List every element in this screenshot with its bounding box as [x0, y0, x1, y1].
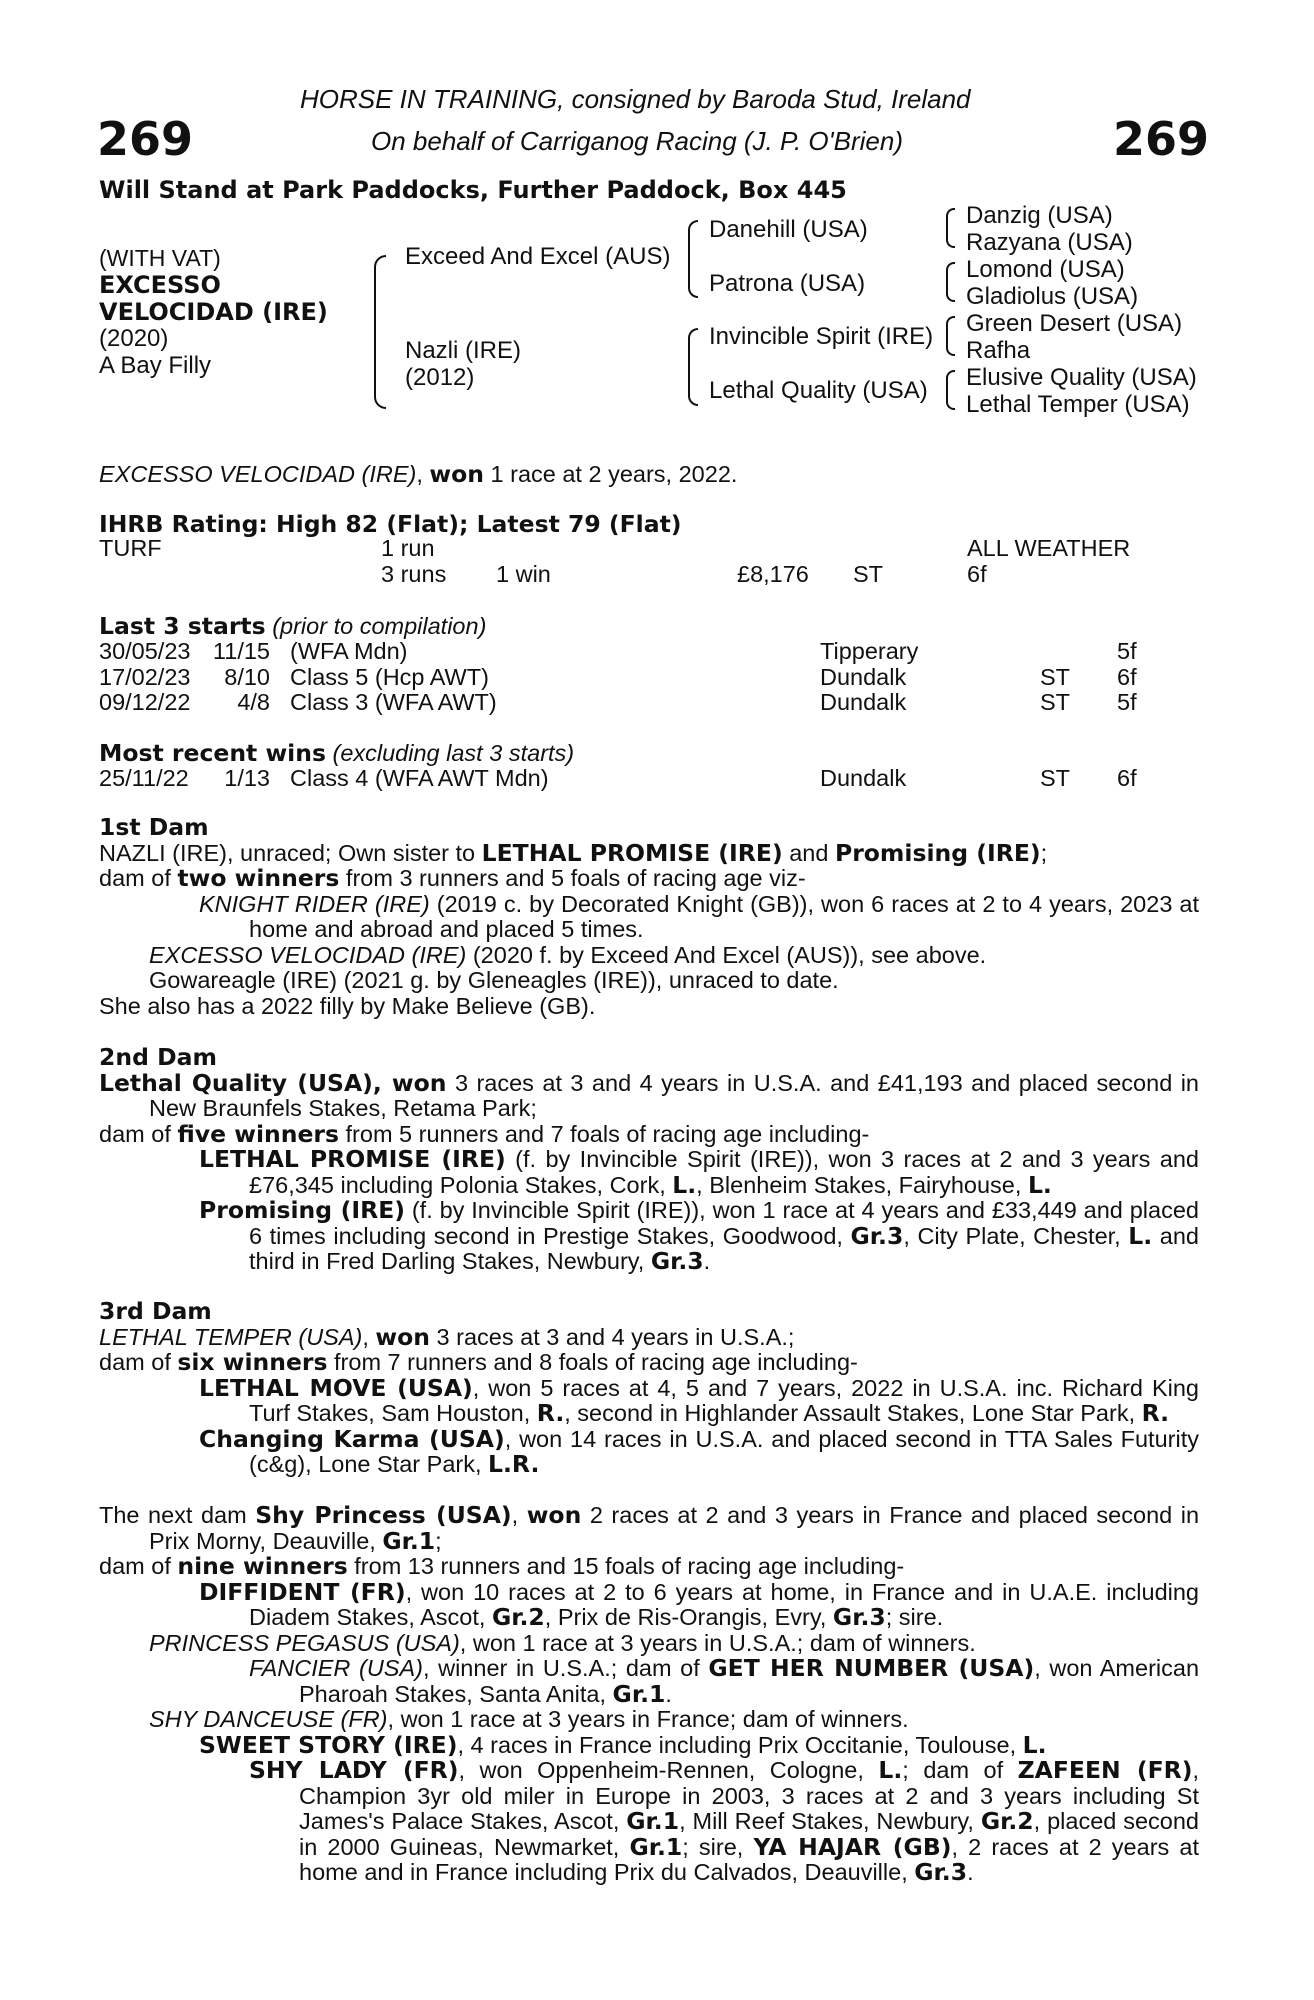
pedigree-brace-ss	[946, 208, 955, 248]
last3-date: 09/12/22	[99, 689, 191, 715]
last3-dist: 5f	[1117, 689, 1137, 715]
pedigree-brace-dd	[946, 370, 955, 410]
last3-pos: 11/15	[212, 638, 270, 664]
pedigree-sire-sire: Danehill (USA)	[709, 216, 868, 243]
pedigree-dam-dam: Lethal Quality (USA)	[709, 377, 928, 404]
recent-win-date: 25/11/22	[99, 765, 189, 791]
third-dam-section	[99, 1299, 1199, 1478]
pedigree-brace-sd	[946, 262, 955, 302]
last3-heading	[99, 612, 486, 640]
third-dam-line2: dam of six winners from 7 runners and 8 foals of racing age including-	[99, 1348, 858, 1376]
rating-aw-distance: 6f	[967, 561, 987, 587]
next-dam-line2: dam of nine winners from 13 runners and 15 foals of racing age including-	[99, 1552, 905, 1580]
first-dam-progeny-1: KNIGHT RIDER (IRE) (2019 c. by Decorated Knight (GB)), won 6 races at 2 to 4 years, 2023 at home and abroad and placed 5 times.	[199, 890, 1199, 942]
next-dam-progeny-3b: SHY LADY (FR), won Oppenheim-Rennen, Cologne, L.; dam of ZAFEEN (FR), Champion 3yr old miler in Europe in 2003, 3 races at 2 and 3 years including St James's Palace Stakes, Ascot, Gr.1, Mill Reef Stakes, Newbury, Gr.2, placed second in 2000 Guineas, Newmarket, Gr.1; sire, YA HAJAR (GB), 2 races at 2 years at home and in France including Prix du Calvados, Deauville, Gr.3.	[249, 1756, 1200, 1886]
rating-aw-prize: £8,176	[737, 561, 809, 587]
recent-wins-heading	[99, 739, 574, 767]
horse-name-line2: VELOCIDAD (IRE)	[99, 298, 328, 326]
recent-win-surf: ST	[1040, 765, 1071, 791]
vat-note: (WITH VAT)	[99, 245, 221, 271]
third-dam-line1: LETHAL TEMPER (USA), won 3 races at 3 and 4 years in U.S.A.;	[99, 1322, 795, 1351]
race-summary	[99, 460, 737, 488]
pedigree-sss: Danzig (USA)	[966, 202, 1113, 229]
rating-aw-runs: 3 runs	[381, 561, 447, 587]
rating-aw-label: ALL WEATHER	[967, 535, 1131, 561]
header-consignor: HORSE IN TRAINING, consigned by Baroda Stud, Ireland	[300, 84, 971, 114]
last3-subtitle: (prior to compilation)	[272, 613, 487, 639]
second-dam-section	[99, 1045, 1199, 1275]
rating-turf-runs: 1 run	[381, 535, 435, 561]
next-dam-progeny-1: DIFFIDENT (FR), won 10 races at 2 to 6 years at home, in France and in U.A.E. including Diadem Stakes, Ascot, Gr.2, Prix de Ris-Orangis, Evry, Gr.3; sire.	[199, 1577, 1199, 1631]
last3-course: Tipperary	[820, 638, 919, 664]
first-dam-title: 1st Dam	[99, 813, 209, 841]
second-dam-progeny-1: LETHAL PROMISE (IRE) (f. by Invincible Spirit (IRE)), won 3 races at 2 and 3 years and £76,345 including Polonia Stakes, Cork, L., Blenheim Stakes, Fairyhouse, L.	[199, 1145, 1199, 1199]
third-dam-progeny-2: Changing Karma (USA), won 14 races in U.S.A. and placed second in TTA Sales Futurity (c&g), Lone Star Park, L.R.	[199, 1424, 1199, 1478]
last3-race: Class 3 (WFA AWT)	[290, 689, 497, 715]
recent-wins-title: Most recent wins	[99, 739, 326, 767]
recent-win-course: Dundalk	[820, 765, 907, 791]
recent-win-dist: 6f	[1117, 765, 1137, 791]
rating-aw-surface: ST	[853, 561, 884, 587]
pedigree-sds: Lomond (USA)	[966, 256, 1125, 283]
last3-course: Dundalk	[820, 663, 907, 690]
pedigree-dam-year: (2012)	[405, 364, 475, 391]
pedigree-brace-main	[374, 255, 386, 409]
last3-race: Class 5 (Hcp AWT)	[290, 663, 489, 690]
last3-pos: 8/10	[224, 663, 270, 690]
first-dam-line1: NAZLI (IRE), unraced; Own sister to LETHAL PROMISE (IRE) and Promising (IRE);	[99, 838, 1048, 867]
pedigree-dss: Green Desert (USA)	[966, 310, 1183, 337]
lot-number-left: 269	[97, 112, 194, 166]
pedigree-sdd: Gladiolus (USA)	[966, 283, 1139, 310]
pedigree-sire: Exceed And Excel (AUS)	[405, 243, 671, 270]
last3-surf: ST	[1040, 663, 1071, 690]
pedigree-ssd: Razyana (USA)	[966, 229, 1133, 256]
summary-won: won	[429, 460, 484, 488]
recent-win-pos: 1/13	[224, 765, 270, 791]
pedigree-dds: Elusive Quality (USA)	[966, 364, 1197, 391]
pedigree-sire-dam: Patrona (USA)	[709, 270, 866, 297]
first-dam-line2: dam of two winners from 3 runners and 5 foals of racing age viz-	[99, 864, 806, 892]
first-dam-section	[99, 815, 1199, 1019]
horse-name-line1: EXCESSO	[99, 271, 221, 299]
pedigree-brace-dam	[688, 328, 698, 406]
last3-surf: ST	[1040, 689, 1071, 715]
stand-location: Will Stand at Park Paddocks, Further Paddock, Box 445	[99, 176, 847, 204]
pedigree-brace-sire	[688, 220, 698, 298]
next-dam-progeny-2: PRINCESS PEGASUS (USA), won 1 race at 3 years in U.S.A.; dam of winners.	[149, 1629, 976, 1656]
last3-date: 17/02/23	[99, 663, 191, 690]
pedigree-ddd: Lethal Temper (USA)	[966, 391, 1190, 418]
second-dam-line1: Lethal Quality (USA), won 3 races at 3 and 4 years in U.S.A. and £41,193 and placed second in New Braunfels Stakes, Retama Park;	[99, 1068, 1199, 1121]
summary-rest: 1 race at 2 years, 2022.	[490, 461, 738, 487]
last3-pos: 4/8	[237, 689, 270, 715]
header-on-behalf: On behalf of Carriganog Racing (J. P. O'Brien)	[371, 126, 903, 156]
rating-title: IHRB Rating: High 82 (Flat); Latest 79 (Flat)	[99, 510, 682, 538]
pedigree-dam: Nazli (IRE)	[405, 337, 522, 364]
next-dam-progeny-3: SHY DANCEUSE (FR), won 1 race at 3 years in France; dam of winners.	[149, 1706, 909, 1732]
last3-course: Dundalk	[820, 689, 907, 715]
first-dam-progeny-2: EXCESSO VELOCIDAD (IRE) (2020 f. by Exceed And Excel (AUS)), see above.	[149, 941, 987, 968]
pedigree-dsd: Rafha	[966, 337, 1031, 364]
last3-title: Last 3 starts	[99, 612, 266, 640]
third-dam-progeny-1: LETHAL MOVE (USA), won 5 races at 4, 5 and 7 years, 2022 in U.S.A. inc. Richard King Turf Stakes, Sam Houston, R., second in Highlander Assault Stakes, Lone Star Park, R.	[199, 1373, 1199, 1427]
next-dam-line1: The next dam Shy Princess (USA), won 2 races at 2 and 3 years in France and placed second in Prix Morny, Deauville, Gr.1;	[99, 1501, 1200, 1555]
rating-aw-wins: 1 win	[496, 561, 551, 587]
lot-number-right: 269	[1113, 112, 1210, 166]
first-dam-progeny-3: Gowareagle (IRE) (2021 g. by Gleneagles (IRE)), unraced to date.	[149, 967, 839, 993]
pedigree-brace-ds	[946, 316, 955, 356]
summary-horse-name: EXCESSO VELOCIDAD (IRE)	[99, 461, 417, 487]
horse-year: (2020)	[99, 325, 169, 352]
last3-dist: 6f	[1117, 663, 1137, 690]
second-dam-progeny-2: Promising (IRE) (f. by Invincible Spirit (IRE)), won 1 race at 4 years and £33,449 and placed 6 times including second in Prestige Stakes, Goodwood, Gr.3, City Plate, Chester, L. and third in Fred Darling Stakes, Newbury, Gr.3.	[199, 1196, 1199, 1275]
summary-sep: ,	[416, 461, 423, 487]
last3-dist: 5f	[1117, 638, 1137, 664]
horse-description: A Bay Filly	[99, 352, 212, 379]
second-dam-line2: dam of five winners from 5 runners and 7 foals of racing age including-	[99, 1119, 870, 1148]
next-dam-progeny-3a: SWEET STORY (IRE), 4 races in France including Prix Occitanie, Toulouse, L.	[199, 1730, 1047, 1759]
recent-wins-subtitle: (excluding last 3 starts)	[332, 740, 575, 766]
pedigree-dam-sire: Invincible Spirit (IRE)	[709, 323, 934, 350]
first-dam-note: She also has a 2022 filly by Make Believe (GB).	[99, 992, 596, 1019]
recent-win-race: Class 4 (WFA AWT Mdn)	[290, 765, 549, 791]
rating-turf-label: TURF	[99, 535, 162, 561]
next-dam-section	[99, 1503, 1199, 1886]
last3-date: 30/05/23	[99, 638, 191, 664]
next-dam-progeny-2a: FANCIER (USA), winner in U.S.A.; dam of GET HER NUMBER (USA), won American Pharoah Stakes, Santa Anita, Gr.1.	[249, 1654, 1200, 1708]
last3-race: (WFA Mdn)	[290, 638, 408, 664]
second-dam-title: 2nd Dam	[99, 1043, 217, 1071]
third-dam-title: 3rd Dam	[99, 1297, 212, 1325]
